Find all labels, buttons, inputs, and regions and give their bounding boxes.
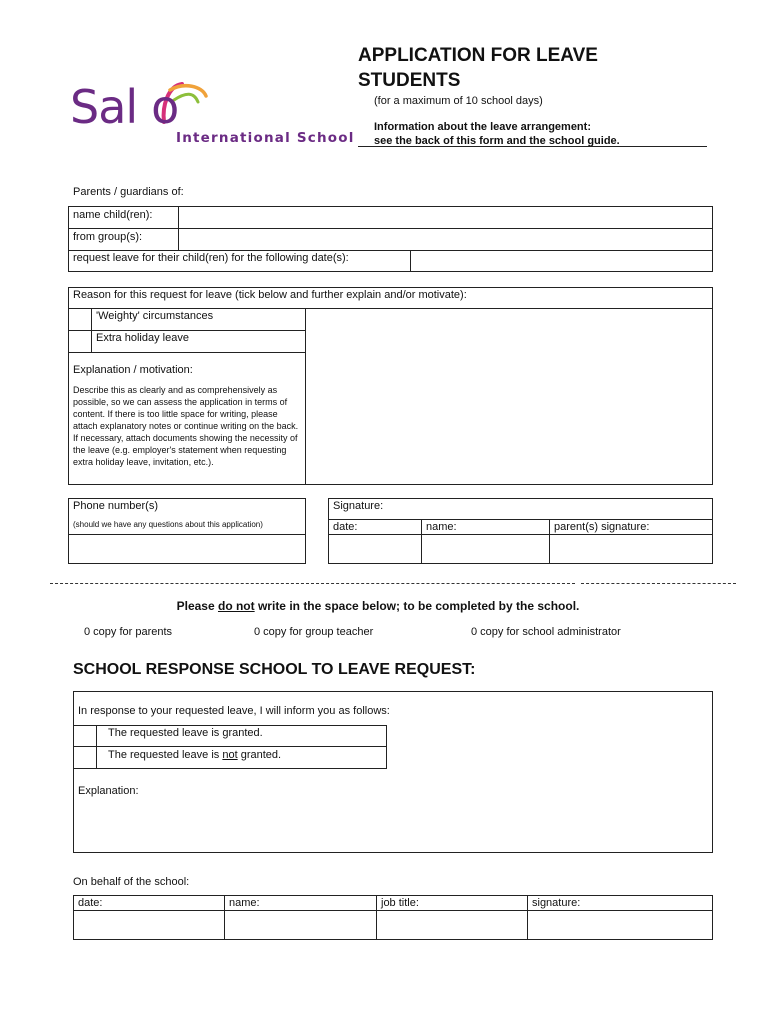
weighty-label: 'Weighty' circumstances	[96, 310, 214, 322]
sig-date-field[interactable]	[329, 535, 421, 563]
name-child-label: name child(ren):	[73, 209, 153, 221]
logo-wordmark-end: o	[151, 80, 179, 134]
info-line1: Information about the leave arrangement:	[374, 121, 591, 133]
logo-wordmark: Sal	[70, 80, 138, 134]
copy-parents: 0 copy for parents	[84, 626, 173, 638]
not-granted-label: The requested leave is not granted.	[108, 749, 282, 761]
phone-field[interactable]	[69, 535, 305, 563]
behalf-label: On behalf of the school:	[73, 876, 190, 888]
response-heading: SCHOOL RESPONSE SCHOOL TO LEAVE REQUEST:	[73, 661, 476, 678]
name-child-field[interactable]	[179, 207, 712, 228]
phone-label: Phone number(s)	[73, 500, 158, 512]
sig-date-label: date:	[333, 521, 358, 533]
form-title-line1: APPLICATION FOR LEAVE	[358, 45, 598, 66]
info-line2: see the back of this form and the school guide.	[374, 135, 620, 147]
holiday-label: Extra holiday leave	[96, 332, 189, 344]
sig-name-label: name:	[426, 521, 457, 533]
school-logo	[70, 78, 360, 150]
reason-motivation-field[interactable]	[306, 309, 712, 484]
reason-heading: Reason for this request for leave (tick below and further explain and/or motivate):	[73, 289, 467, 301]
cut-line	[50, 583, 575, 584]
request-dates-field[interactable]	[411, 251, 712, 271]
phone-note: (should we have any questions about this application)	[73, 520, 263, 529]
logo-subtitle: International School	[176, 130, 355, 146]
parents-intro: Parents / guardians of:	[73, 186, 184, 198]
explanation-instructions: Describe this as clearly and as comprehensively as possible, so we can assess the application in terms of content. If there is too little space for writing, please attach explanatory notes or continue writing on the back. If necessary, attach documents showing the necessity of the leave (e.g. employer's statement when requesting extra holiday leave, invitation, etc.).	[73, 385, 299, 467]
group-field[interactable]	[179, 229, 712, 250]
school-notice: Please do not write in the space below; to be completed by the school.	[176, 599, 580, 613]
behalf-signature-label: signature:	[532, 897, 581, 909]
behalf-name-field[interactable]	[225, 911, 376, 939]
response-intro: In response to your requested leave, I will inform you as follows:	[78, 705, 390, 717]
signature-label: Signature:	[333, 500, 384, 512]
sig-parent-label: parent(s) signature:	[554, 521, 650, 533]
granted-checkbox[interactable]	[74, 726, 96, 746]
form-title-line2: STUDENTS	[358, 70, 461, 91]
form-subtitle: (for a maximum of 10 school days)	[374, 95, 543, 107]
copy-teacher: 0 copy for group teacher	[254, 626, 374, 638]
response-explanation-label: Explanation:	[78, 785, 139, 797]
cut-line-right	[581, 583, 736, 584]
behalf-date-field[interactable]	[74, 911, 224, 939]
weighty-checkbox[interactable]	[69, 309, 91, 330]
holiday-checkbox[interactable]	[69, 331, 91, 352]
copy-admin: 0 copy for school administrator	[471, 626, 621, 638]
group-label: from group(s):	[73, 231, 143, 243]
explanation-label: Explanation / motivation:	[73, 364, 193, 376]
behalf-date-label: date:	[78, 897, 103, 909]
behalf-job-field[interactable]	[377, 911, 527, 939]
behalf-job-label: job title:	[381, 897, 419, 909]
sig-parent-field[interactable]	[550, 535, 712, 563]
response-explanation-field[interactable]	[74, 800, 712, 852]
behalf-signature-field[interactable]	[528, 911, 712, 939]
request-dates-label: request leave for their child(ren) for the following date(s):	[73, 252, 349, 264]
behalf-name-label: name:	[229, 897, 260, 909]
granted-label: The requested leave is granted.	[108, 727, 263, 739]
not-granted-checkbox[interactable]	[74, 747, 96, 768]
sig-name-field[interactable]	[422, 535, 549, 563]
